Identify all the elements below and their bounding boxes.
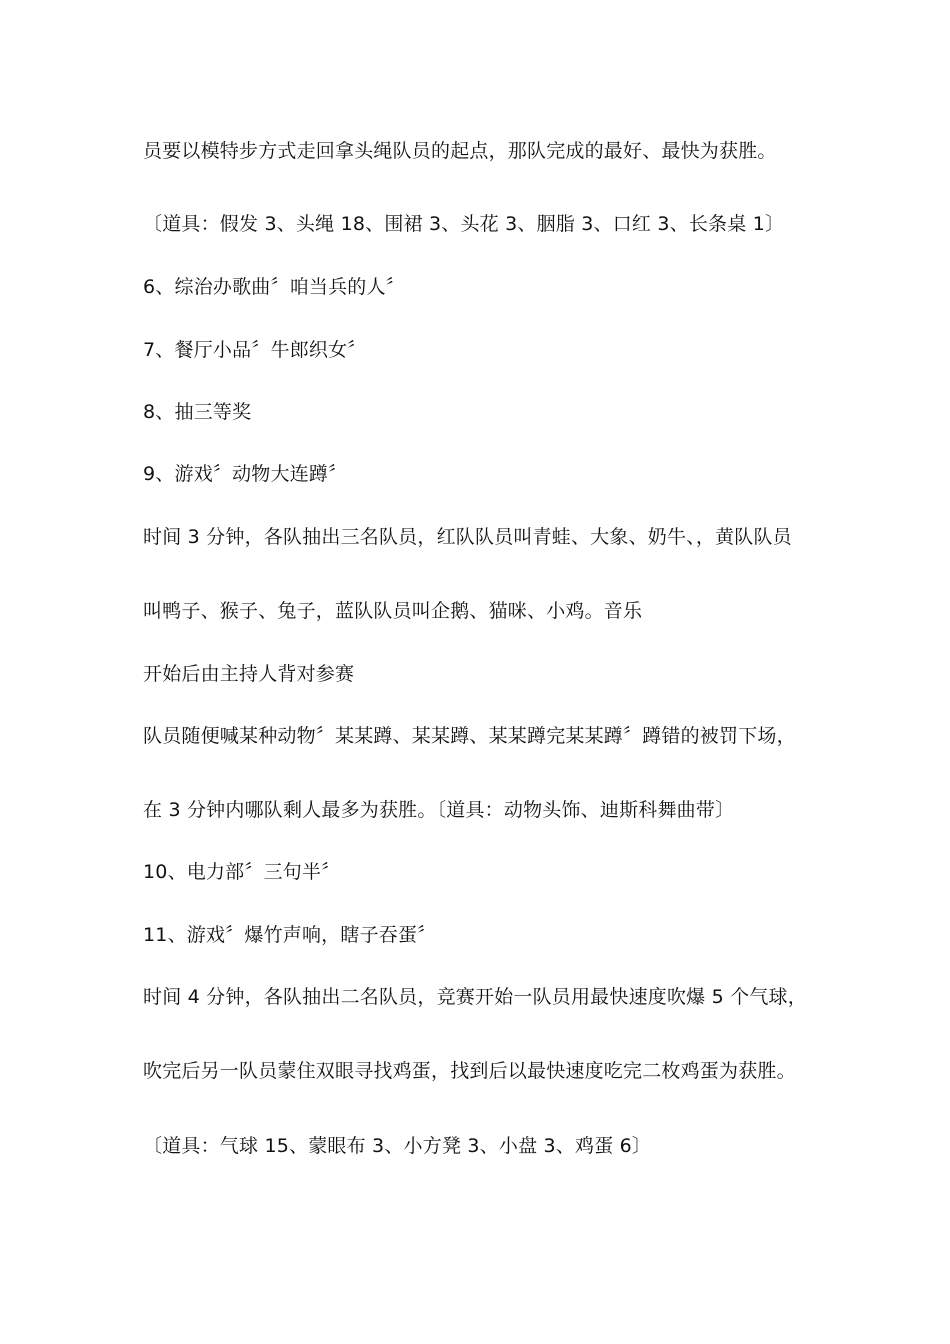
paragraph-line-5: 队员随便喊某种动物〞某某蹲、某某蹲、某某蹲完某某蹲〞蹲错的被罚下场，: [143, 725, 796, 747]
props-line-1: 〔道具：假发 3、头绳 18、围裙 3、头花 3、胭脂 3、口红 3、长条桌 1〕: [143, 213, 785, 235]
props-line-2: 〔道具：气球 15、蒙眼布 3、小方凳 3、小盘 3、鸡蛋 6〕: [143, 1135, 652, 1157]
paragraph-line-1: 员要以模特步方式走回拿头绳队员的起点，那队完成的最好、最快为获胜。: [143, 140, 777, 162]
paragraph-line-8: 吹完后另一队员蒙住双眼寻找鸡蛋，找到后以最快速度吃完二枚鸡蛋为获胜。: [143, 1060, 796, 1082]
program-item-8: 8、抽三等奖: [143, 401, 252, 423]
paragraph-line-6: 在 3 分钟内哪队剩人最多为获胜。〔道具：动物头饰、迪斯科舞曲带〕: [143, 799, 735, 821]
paragraph-line-3: 叫鸭子、猴子、兔子，蓝队队员叫企鹅、猫咪、小鸡。音乐: [143, 600, 643, 622]
paragraph-line-2: 时间 3 分钟，各队抽出三名队员，红队队员叫青蛙、大象、奶牛、，黄队队员: [143, 526, 792, 548]
paragraph-line-7: 时间 4 分钟，各队抽出二名队员，竞赛开始一队员用最快速度吹爆 5 个气球，: [143, 986, 807, 1008]
program-item-7: 7、餐厅小品〞牛郎织女〞: [143, 339, 367, 361]
program-item-6: 6、综治办歌曲〞咱当兵的人〞: [143, 276, 405, 298]
program-item-10: 10、电力部〞三句半〞: [143, 861, 341, 883]
program-item-11: 11、游戏〞爆竹声响，瞎子吞蛋〞: [143, 924, 437, 946]
program-item-9: 9、游戏〞动物大连蹲〞: [143, 463, 348, 485]
paragraph-line-4: 开始后由主持人背对参赛: [143, 663, 355, 685]
